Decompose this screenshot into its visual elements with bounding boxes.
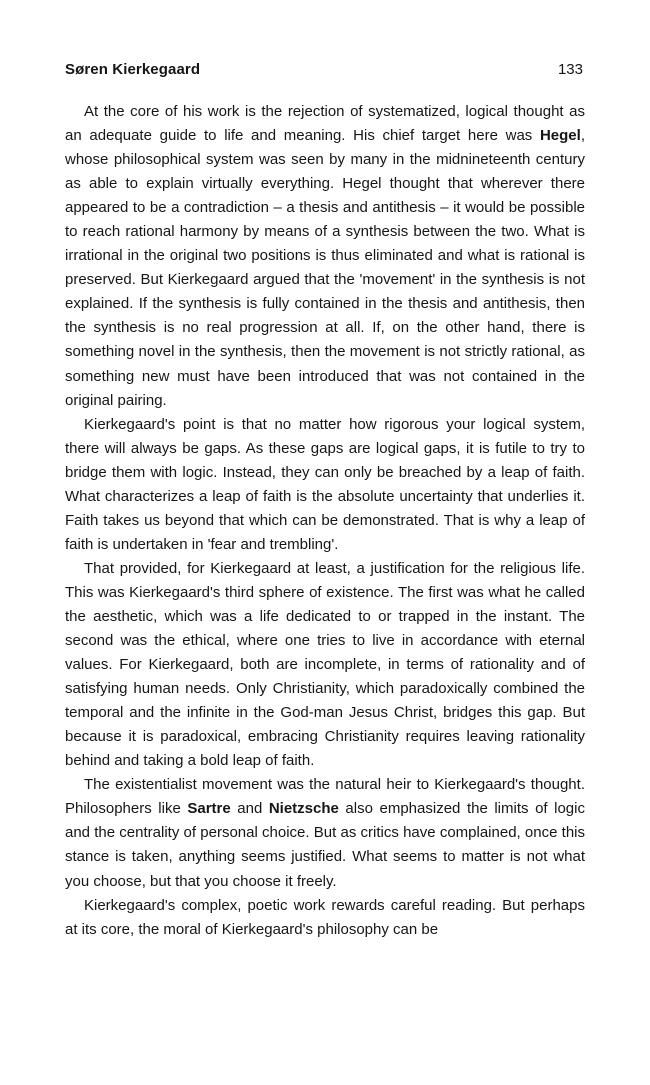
running-header bbox=[65, 61, 585, 85]
bold-term-nietzsche: Nietzsche bbox=[268, 800, 339, 818]
paragraph bbox=[65, 413, 585, 557]
body-text bbox=[65, 100, 585, 942]
page-number: 133 bbox=[557, 61, 583, 78]
bold-term-sartre: Sartre bbox=[187, 800, 231, 818]
paragraph bbox=[65, 894, 585, 942]
text-run: Kierkegaard's point is that no matter how rigorous your logical system, there will always be gaps. As these gaps are logical gaps, it is futile to try to bridge them with logic. Instead, they can only be breached by a leap of faith. What characterizes a leap of faith is the absolute uncertainty that underlies it. Faith takes us beyond that which can be demonstrated. That is why a leap of faith is undertaken in 'fear and trembling'. bbox=[65, 415, 585, 553]
text-run: also emphasized the limits of logic and the centrality of personal choice. But as critics have complained, once this stance is taken, anything seems justified. What seems to matter is not what you choose, but that you choose it freely. bbox=[65, 800, 585, 890]
paragraph bbox=[65, 557, 585, 773]
paragraph bbox=[65, 773, 585, 893]
text-run: Kierkegaard's complex, poetic work rewards careful reading. But perhaps at its core, the moral of Kierkegaard's philosophy can be bbox=[65, 896, 585, 938]
paragraph bbox=[65, 100, 585, 413]
text-run: The existentialist movement was the natural heir to Kierkegaard's thought. Philosophers like bbox=[65, 776, 585, 818]
text-run: At the core of his work is the rejection of systematized, logical thought as an adequate guide to life and meaning. His chief target here was bbox=[65, 103, 585, 145]
text-run: , whose philosophical system was seen by many in the midnineteenth century as able to explain virtually everything. Hegel thought that wherever there appeared to be a contradiction – a thesis and antithesis – it would be possible to reach rational harmony by means of a synthesis between the two. What is irrational in the original two positions is thus eliminated and what is rational is preserved. But Kierkegaard argued that the 'movement' in the synthesis is not explained. If the synthesis is fully contained in the thesis and antithesis, then the synthesis is no real progression at all. If, on the other hand, there is something novel in the synthesis, then the movement is not strictly rational, as something new must have been introduced that was not contained in the original pairing. bbox=[65, 127, 585, 409]
text-run: and bbox=[230, 800, 269, 818]
running-title: Søren Kierkegaard bbox=[65, 61, 201, 78]
bold-term-hegel: Hegel bbox=[539, 127, 581, 145]
text-run: That provided, for Kierkegaard at least, a justification for the religious life. This was Kierkegaard's third sphere of existence. The first was what he called the aesthetic, which was a life dedicated to or trapped in the instant. The second was the ethical, where one tries to live in accordance with eternal values. For Kierkegaard, both are incomplete, in terms of rationality and of satisfying human needs. Only Christianity, which paradoxically combined the temporal and the infinite in the God-man Jesus Christ, bridges this gap. But because it is paradoxical, embracing Christianity requires leaving rationality behind and taking a bold leap of faith. bbox=[65, 559, 585, 770]
